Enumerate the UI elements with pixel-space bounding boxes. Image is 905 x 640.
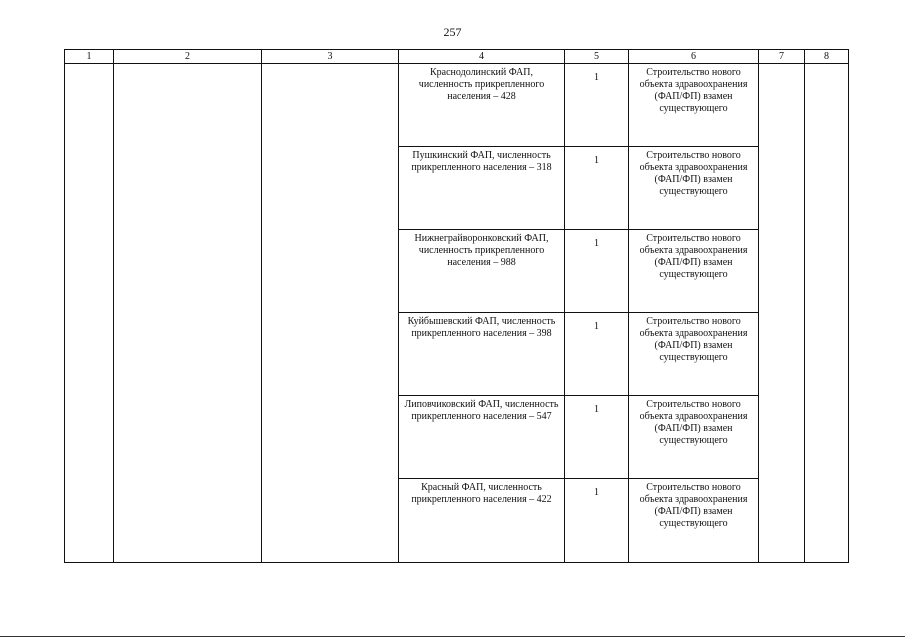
count-cell: [565, 64, 629, 147]
column-header-3: 3: [262, 50, 399, 64]
facility-cell: [399, 479, 565, 563]
action-cell: [629, 313, 759, 396]
facility-cell: [399, 230, 565, 313]
cell-col3-empty: [262, 64, 399, 563]
count-cell: [565, 396, 629, 479]
column-header-1: 1: [65, 50, 114, 64]
action-text: Строительство нового объекта здравоохранения (ФАП/ФП) взамен существующего: [639, 150, 748, 197]
facilities-table: [64, 49, 849, 563]
column-header-2: 2: [114, 50, 262, 64]
action-cell: [629, 479, 759, 563]
action-text: Строительство нового объекта здравоохранения (ФАП/ФП) взамен существующего: [639, 67, 748, 114]
facility-cell: [399, 313, 565, 396]
facility-text: Куйбышевский ФАП, численность прикрепленного населения – 398: [407, 316, 556, 339]
facility-cell: [399, 396, 565, 479]
cell-col7-empty: [759, 64, 805, 563]
column-header-5: 5: [565, 50, 629, 64]
count-value: 1: [594, 155, 599, 166]
page-number: 257: [443, 25, 462, 39]
column-header-4: 4: [399, 50, 565, 64]
scan-edge-line: [0, 636, 905, 637]
action-cell: [629, 396, 759, 479]
cell-col8-empty: [805, 64, 849, 563]
count-cell: [565, 313, 629, 396]
cell-col2-empty: [114, 64, 262, 563]
action-text: Строительство нового объекта здравоохранения (ФАП/ФП) взамен существующего: [639, 233, 748, 280]
facility-text: Краснодолинский ФАП, численность прикрепленного населения – 428: [418, 67, 545, 102]
column-header-7: 7: [759, 50, 805, 64]
column-header-8: 8: [805, 50, 849, 64]
action-text: Строительство нового объекта здравоохранения (ФАП/ФП) взамен существующего: [639, 316, 748, 363]
facility-text: Нижнеграйворонковский ФАП, численность прикрепленного населения – 988: [414, 233, 549, 268]
count-cell: [565, 147, 629, 230]
count-value: 1: [594, 72, 599, 83]
count-value: 1: [594, 487, 599, 498]
action-cell: [629, 64, 759, 147]
cell-col1-empty: [65, 64, 114, 563]
count-value: 1: [594, 404, 599, 415]
facility-cell: [399, 147, 565, 230]
column-header-6: 6: [629, 50, 759, 64]
facility-cell: [399, 64, 565, 147]
action-cell: [629, 230, 759, 313]
column-header-row: [65, 50, 849, 64]
action-cell: [629, 147, 759, 230]
facility-text: Красный ФАП, численность прикрепленного населения – 422: [411, 482, 552, 505]
count-value: 1: [594, 238, 599, 249]
count-cell: [565, 230, 629, 313]
facility-text: Липовчиковский ФАП, численность прикрепленного населения – 547: [404, 399, 559, 422]
count-cell: [565, 479, 629, 563]
action-text: Строительство нового объекта здравоохранения (ФАП/ФП) взамен существующего: [639, 482, 748, 529]
count-value: 1: [594, 321, 599, 332]
action-text: Строительство нового объекта здравоохранения (ФАП/ФП) взамен существующего: [639, 399, 748, 446]
facility-text: Пушкинский ФАП, численность прикрепленного населения – 318: [411, 150, 552, 173]
table-row: [65, 64, 849, 147]
